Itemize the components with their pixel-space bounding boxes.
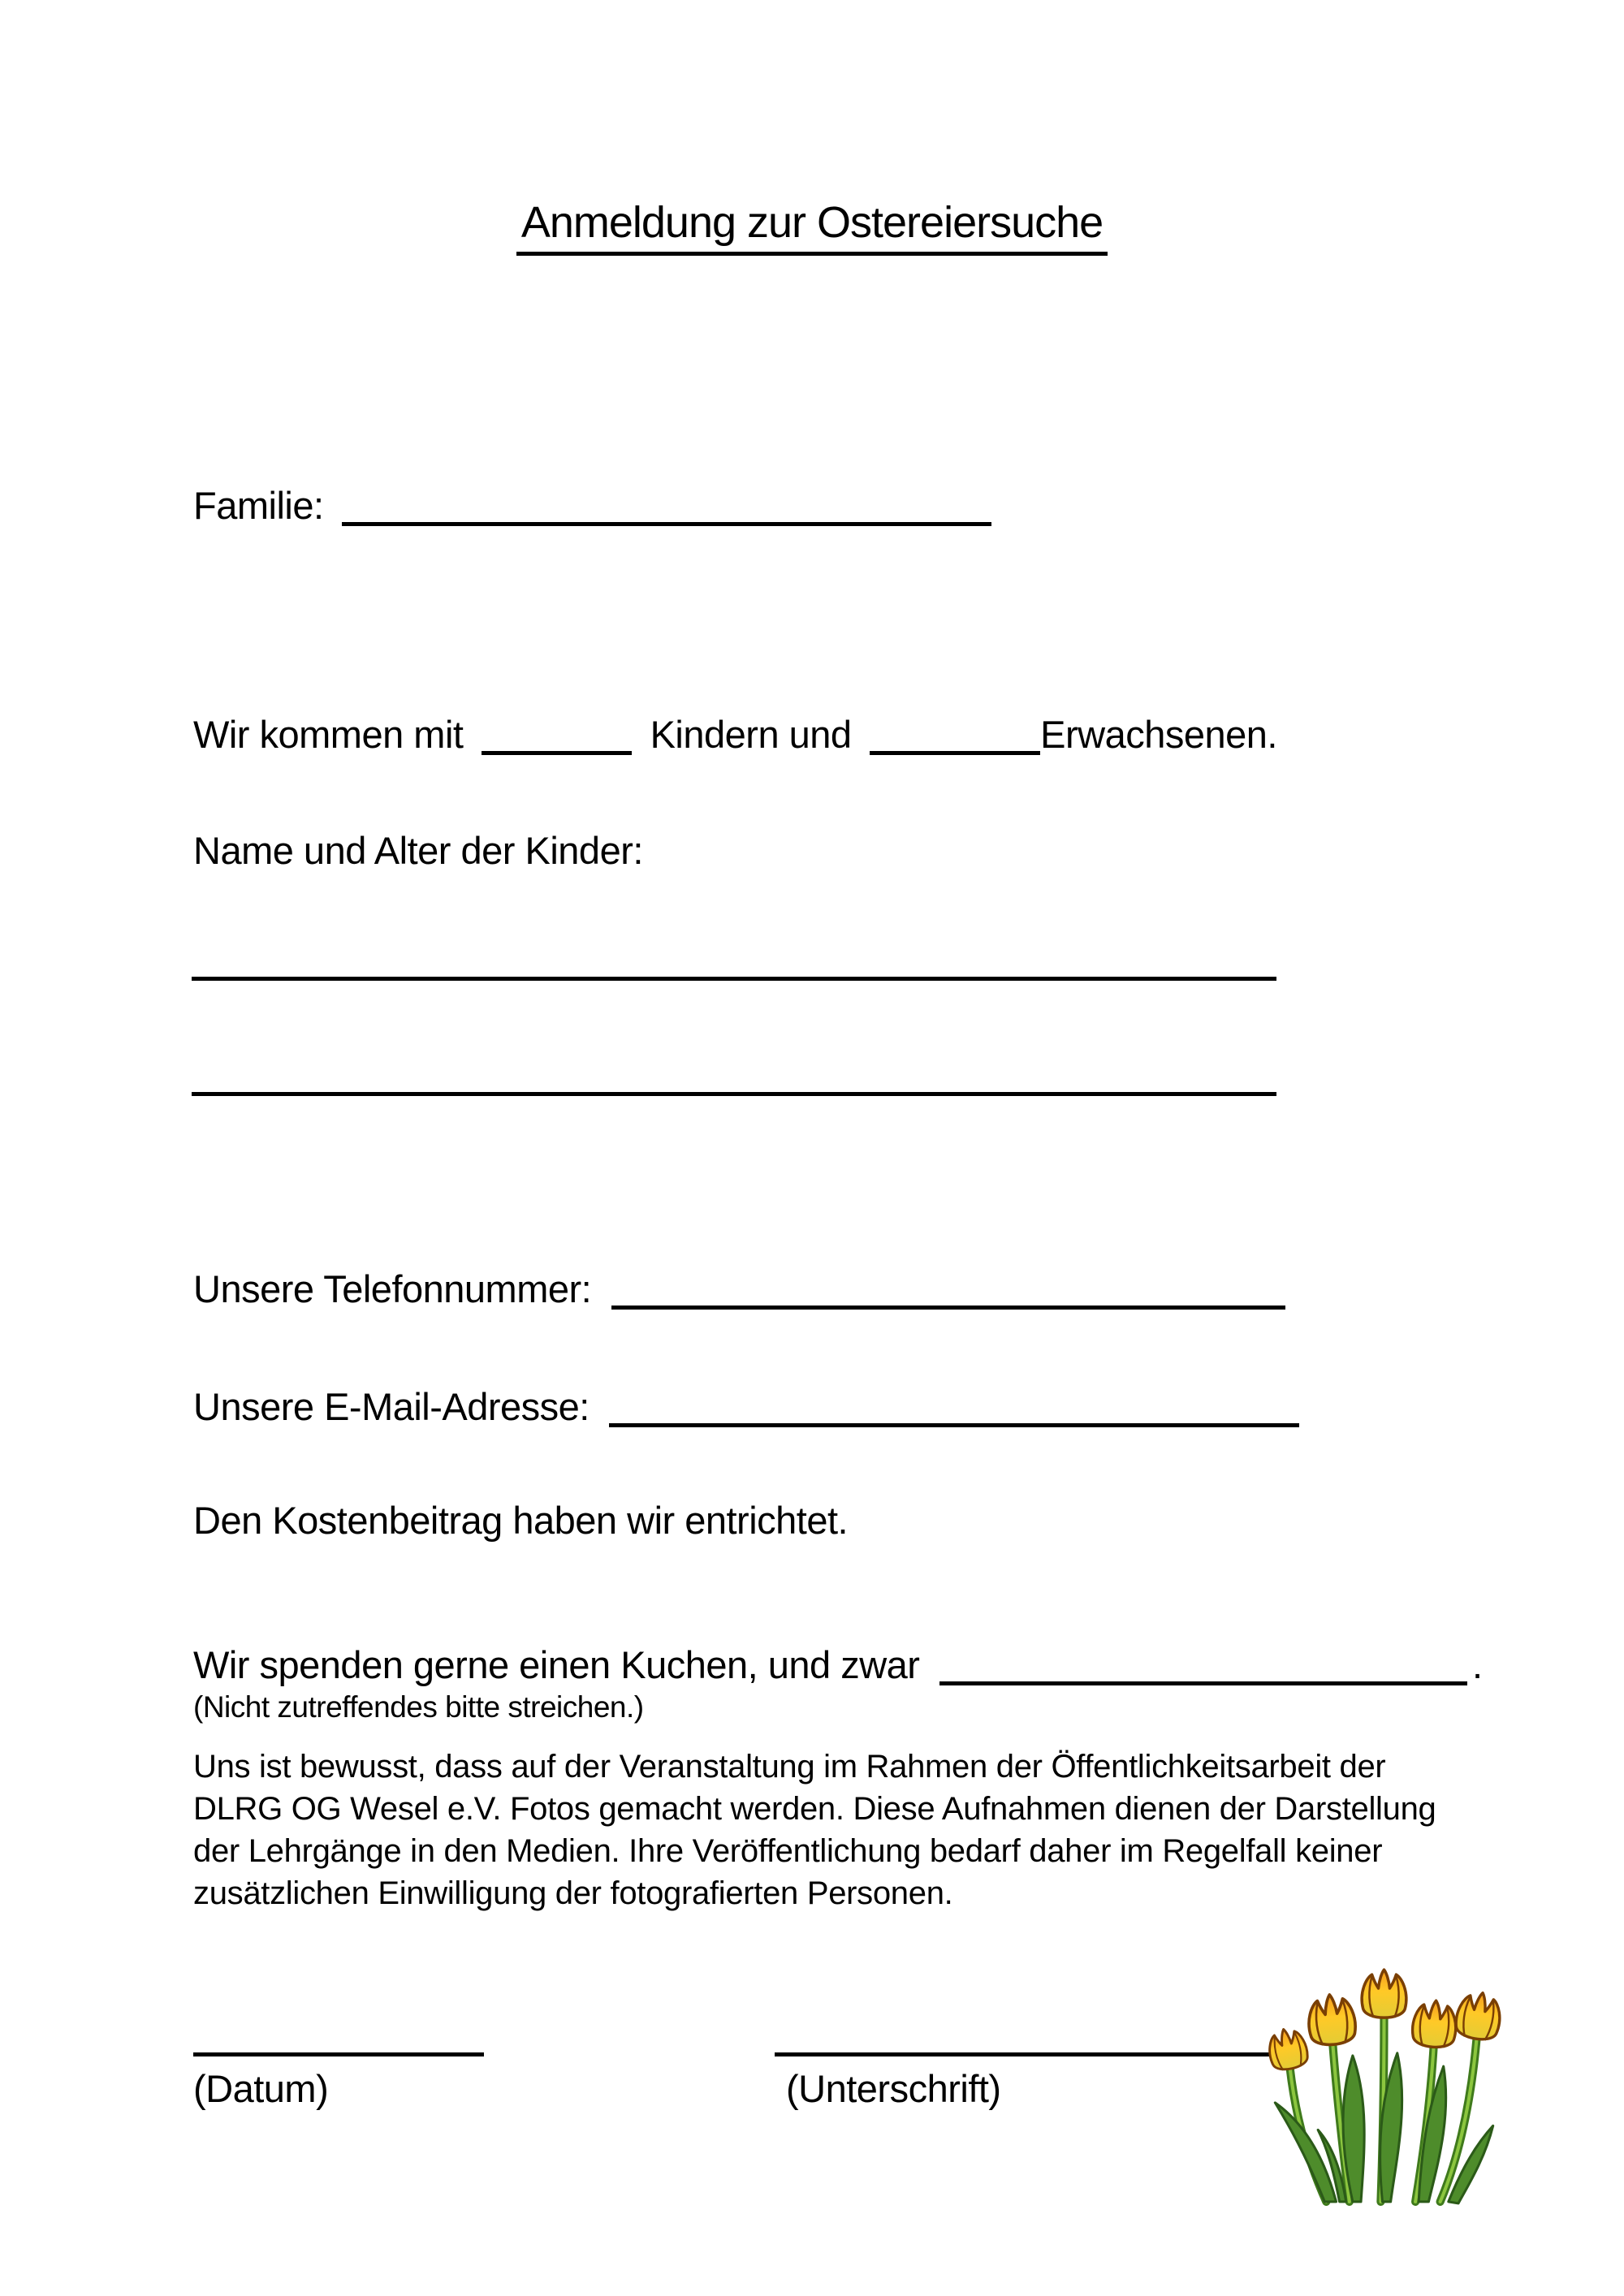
- children-fill-line-2: [192, 1092, 1276, 1096]
- email-label: Unsere E-Mail-Adresse:: [193, 1385, 590, 1428]
- fee-statement: Den Kostenbeitrag haben wir entrichtet.: [193, 1499, 849, 1542]
- phone-fill-line: [611, 1305, 1285, 1310]
- signature-label-row: [786, 2068, 1001, 2110]
- family-row: [193, 485, 991, 527]
- cake-text: Wir spenden gerne einen Kuchen, und zwar: [193, 1643, 920, 1686]
- signature-label: (Unterschrift): [786, 2067, 1001, 2110]
- children-names-label: Name und Alter der Kinder:: [193, 829, 643, 872]
- page-title: [0, 199, 1624, 256]
- page-title-text: Anmeldung zur Ostereiersuche: [516, 199, 1108, 256]
- fee-row: [193, 1500, 848, 1542]
- cake-fill-line: [939, 1681, 1467, 1685]
- email-row: [193, 1386, 1299, 1428]
- cake-note: (Nicht zutreffendes bitte streichen.): [193, 1690, 644, 1724]
- tulips-icon: [1260, 1961, 1508, 2208]
- children-fill-line-1: [192, 977, 1276, 981]
- cake-period: .: [1472, 1643, 1483, 1686]
- email-fill-line: [609, 1422, 1299, 1427]
- cake-note-row: [193, 1691, 644, 1724]
- attendance-text-1: Wir kommen mit: [193, 713, 464, 756]
- date-label: (Datum): [193, 2067, 329, 2110]
- family-fill-line: [342, 521, 991, 526]
- attendance-text-2: Kindern und: [650, 713, 852, 756]
- children-names-row: [193, 830, 643, 872]
- family-label: Familie:: [193, 484, 324, 527]
- children-count-fill-line: [482, 750, 632, 755]
- adults-count-fill-line: [870, 750, 1040, 755]
- signature-fill-line: [775, 2052, 1276, 2056]
- attendance-row: [193, 714, 1277, 756]
- date-fill-line: [193, 2052, 484, 2056]
- attendance-text-3: Erwachsenen.: [1040, 713, 1277, 756]
- phone-label: Unsere Telefonnummer:: [193, 1267, 592, 1310]
- phone-row: [193, 1268, 1285, 1310]
- photo-consent-paragraph: Uns ist bewusst, dass auf der Veranstaltung im Rahmen der Öffentlichkeitsarbeit der DLRG OG Wesel e.V. Fotos gemacht werden. Diese Aufnahmen dienen der Darstellung der Lehrgänge in den Medien. Ihre Veröffentlichung bedarf daher im Regelfall keiner zusätzlichen Einwilligung der fotografierten Personen.: [193, 1749, 1436, 1911]
- date-label-row: [193, 2068, 328, 2110]
- cake-row: [193, 1644, 1483, 1686]
